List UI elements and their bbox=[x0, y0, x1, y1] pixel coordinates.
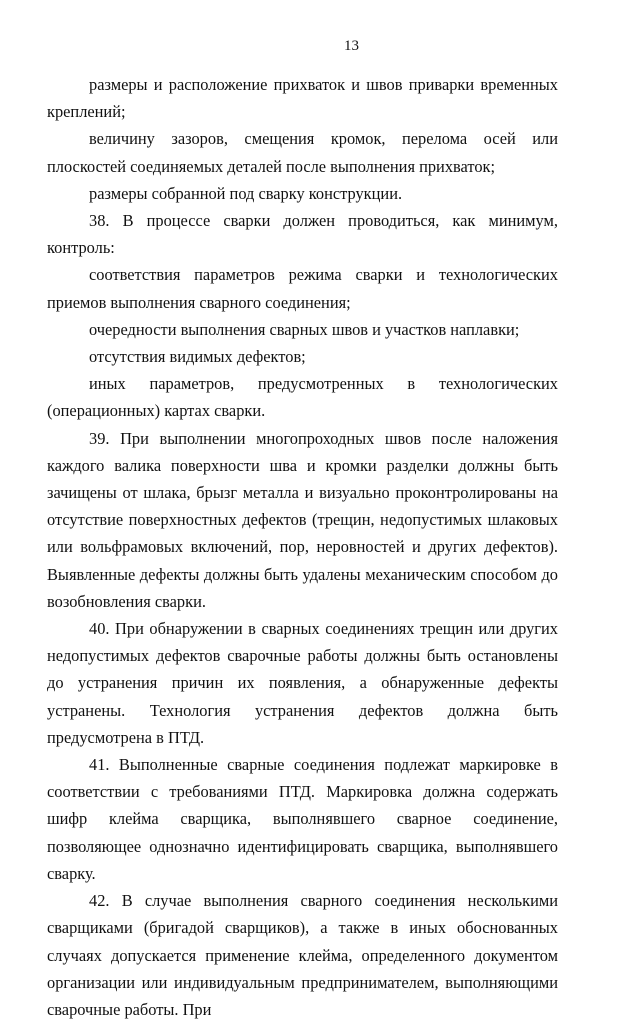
paragraph-tack-welds: размеры и расположение прихваток и швов приварки временных креплений; bbox=[47, 75, 558, 122]
paragraph-42-team-welding: 42. В случае выполнения сварного соединения несколькими сварщиками (бригадой сварщиков), а также в иных обоснованных случаях допускается применение клейма, определенного документом организации или индивидуальным предпринимателем, выполняющими сварочные работы. При bbox=[47, 891, 558, 1019]
paragraph-41-marking: 41. Выполненные сварные соединения подлежат маркировке в соответствии с требованиями ПТД. Маркировка должна содержать шифр клейма сварщика, выполнявшего сварное соединение, позволяющее однозначно идентифицировать сварщика, выполнявшего сварку. bbox=[47, 755, 558, 883]
paragraph-assembled-dimensions: размеры собранной под сварку конструкции. bbox=[89, 183, 403, 203]
paragraph-other-parameters: иных параметров, предусмотренных в технологических (операционных) картах сварки. bbox=[47, 374, 558, 421]
page-number: 13 bbox=[344, 38, 359, 54]
paragraph-40-cracks: 40. При обнаружении в сварных соединениях трещин или других недопустимых дефектов сварочные работы должны быть остановлены до устранения причин их появления, а обнаруженные дефекты устранены. Технология устранения дефектов должна быть предусмотрена в ПТД. bbox=[47, 619, 558, 747]
paragraph-visible-defects: отсутствия видимых дефектов; bbox=[89, 347, 306, 367]
paragraph-mode-parameters: соответствия параметров режима сварки и технологических приемов выполнения сварного соединения; bbox=[47, 265, 558, 312]
paragraph-39-multipass: 39. При выполнении многопроходных швов после наложения каждого валика поверхности шва и кромки разделки должны быть зачищены от шлака, брызг металла и визуально проконтролированы на отсутствие поверхностных дефектов (трещин, недопустимых шлаковых или вольфрамовых включений, пор, неровностей и других дефектов). Выявленные дефекты должны быть удалены механическим способом до возобновления сварки. bbox=[47, 428, 558, 611]
paragraph-seam-order: очередности выполнения сварных швов и участков наплавки; bbox=[89, 319, 520, 339]
paragraph-gaps-offsets: величину зазоров, смещения кромок, перелома осей или плоскостей соединяемых деталей после выполнения прихваток; bbox=[47, 129, 558, 176]
paragraph-38-welding-control: 38. В процессе сварки должен проводиться, как минимум, контроль: bbox=[47, 211, 558, 258]
